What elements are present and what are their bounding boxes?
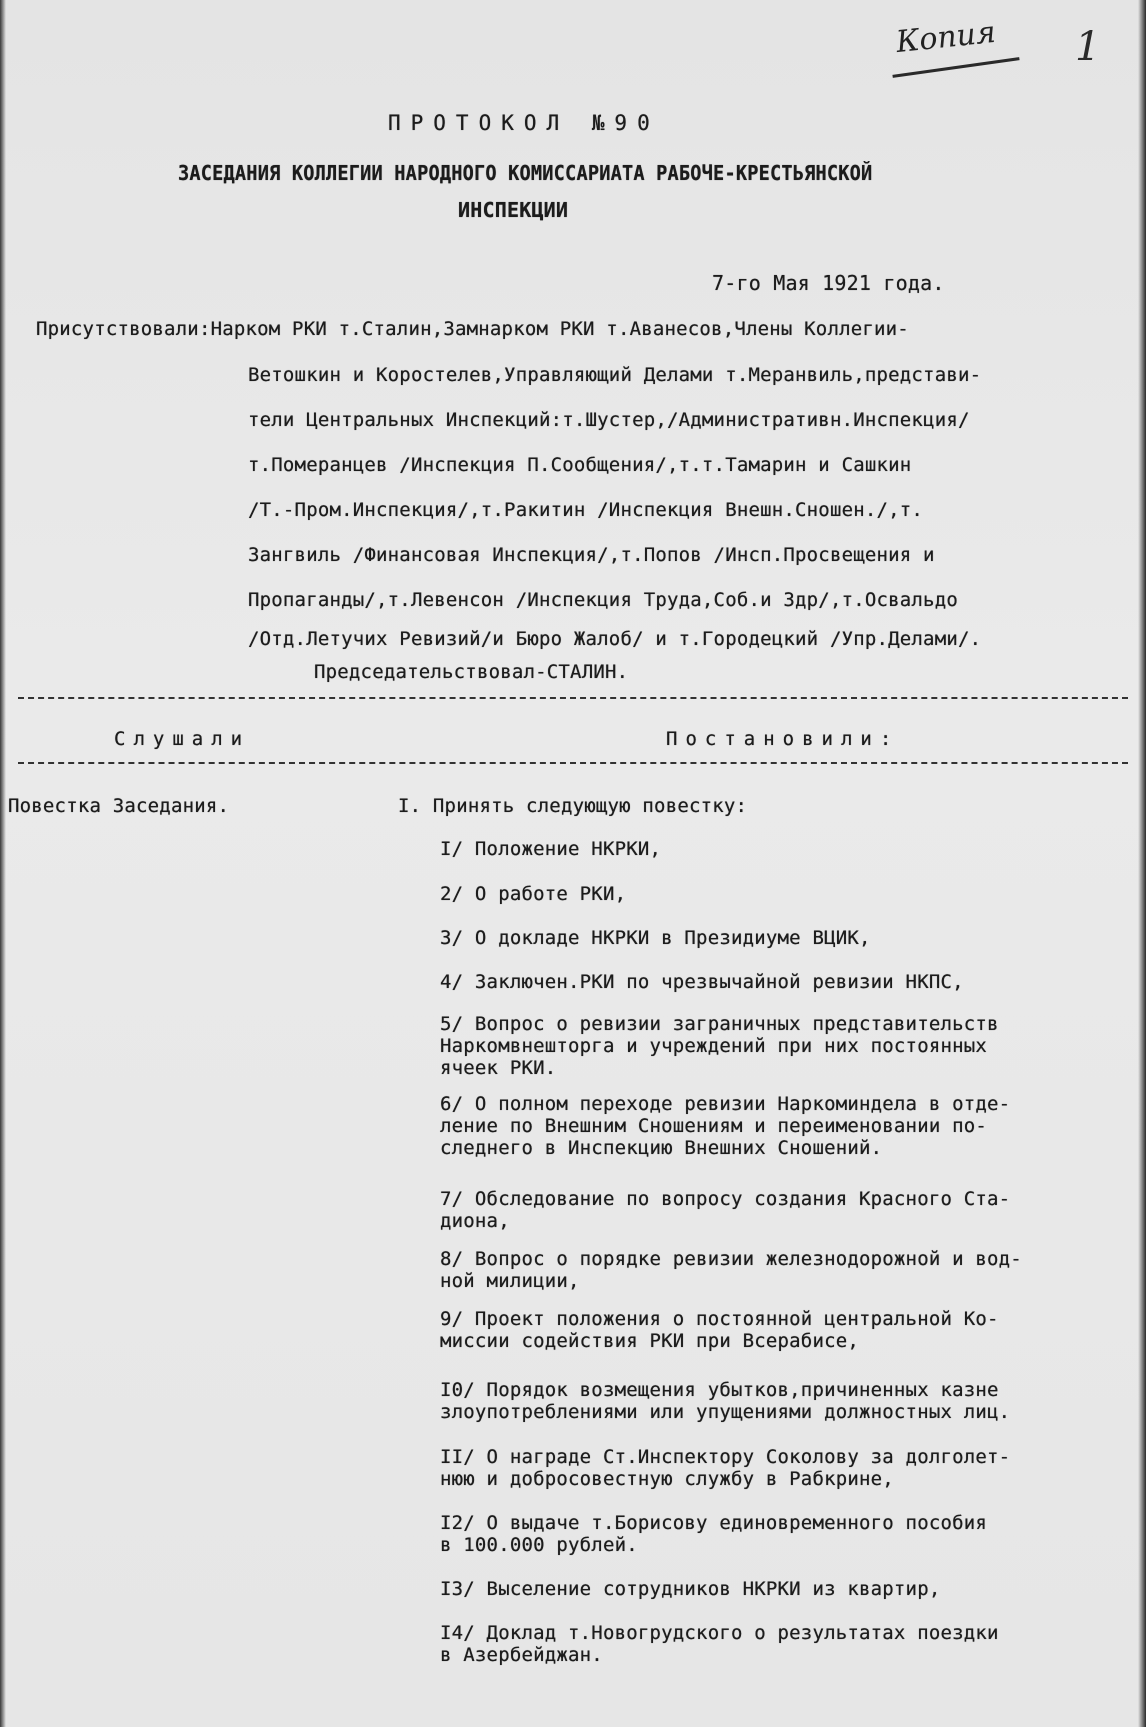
agenda-item-line: II/ О награде Ст.Инспектору Соколову за долголет- xyxy=(440,1446,1011,1468)
agenda-item-line: 8/ Вопрос о порядке ревизии железнодорожной и вод- xyxy=(440,1248,1022,1270)
agenda-label: Повестка Заседания. xyxy=(8,795,230,817)
agenda-item xyxy=(440,1578,940,1600)
agenda-item xyxy=(440,971,964,993)
agenda-intro: I. Принять следующую повестку: xyxy=(398,795,748,817)
agenda-item xyxy=(440,1512,987,1556)
column-header-listened: Слушали xyxy=(114,728,251,750)
agenda-item-line: 9/ Проект положения о постоянной центральной Ко- xyxy=(440,1308,999,1330)
agenda-item xyxy=(440,1622,999,1666)
agenda-item-line: I0/ Порядок возмещения убытков,причиненных казне xyxy=(440,1379,999,1401)
agenda-item-line: диона, xyxy=(440,1210,510,1232)
archive-copy-mark: Копия xyxy=(894,14,998,61)
agenda-item-line: I4/ Доклад т.Новогрудского о результатах поездки xyxy=(440,1622,999,1644)
agenda-item xyxy=(440,1013,999,1079)
agenda-item xyxy=(440,1188,1010,1232)
agenda-item-line: 4/ Заключен.РКИ по чрезвычайной ревизии НКПС, xyxy=(440,971,964,993)
attendees-line: Пропаганды/,т.Левенсон /Инспекция Труда,Соб.и Здр/,т.Освальдо xyxy=(248,589,958,611)
attendees-line: /Отд.Летучих Ревизий/и Бюро Жалоб/ и т.Городецкий /Упр.Делами/. xyxy=(248,628,982,650)
agenda-item-line: I/ Положение НКРКИ, xyxy=(440,838,662,860)
agenda-item xyxy=(440,838,661,860)
agenda-item-line: в 100.000 рублей. xyxy=(440,1534,638,1556)
attendees-line: /Т.-Пром.Инспекция/,т.Ракитин /Инспекция Внешн.Сношен./,т. xyxy=(248,499,924,521)
agenda-item xyxy=(440,1093,1010,1159)
attendees-line: тели Центральных Инспекций:т.Шустер,/Административн.Инспекция/ xyxy=(248,409,970,431)
attendees-line: т.Померанцев /Инспекция П.Сообщения/,т.т.Тамарин и Сашкин xyxy=(248,454,912,476)
agenda-item xyxy=(440,1248,1022,1292)
agenda-item-line: I3/ Выселение сотрудников НКРКИ из квартир, xyxy=(440,1578,941,1600)
protocol-subtitle-line1: ЗАСЕДАНИЯ КОЛЛЕГИИ НАРОДНОГО КОМИССАРИАТА РАБОЧЕ-КРЕСТЬЯНСКОЙ xyxy=(178,161,873,185)
agenda-item-line: следнего в Инспекцию Внешних Сношений. xyxy=(440,1137,883,1159)
agenda-item-line: нюю и добросовестную службу в Рабкрине, xyxy=(440,1468,894,1490)
agenda-item-line: 7/ Обследование по вопросу создания Красного Ста- xyxy=(440,1188,1011,1210)
scan-right-edge xyxy=(1138,0,1146,1727)
agenda-item xyxy=(440,883,626,905)
agenda-item-line: Наркомвнешторга и учреждений при них постоянных xyxy=(440,1035,988,1057)
attendees-line: Зангвиль /Финансовая Инспекция/,т.Попов /Инсп.Просвещения и xyxy=(248,544,935,566)
attendees-line: Ветошкин и Коростелев,Управляющий Делами т.Меранвиль,представи- xyxy=(248,364,982,386)
agenda-item-line: в Азербейджан. xyxy=(440,1644,603,1666)
dashed-divider-top xyxy=(18,697,1128,699)
agenda-item xyxy=(440,927,871,949)
agenda-item-line: миссии содействия РКИ при Всерабисе, xyxy=(440,1330,860,1352)
agenda-item xyxy=(440,1446,1010,1490)
meeting-date: 7-го Мая 1921 года. xyxy=(712,271,945,295)
dashed-divider-bottom xyxy=(18,762,1128,764)
chairman-line: Председательствовал-СТАЛИН. xyxy=(314,661,629,683)
scan-left-edge xyxy=(0,0,6,1727)
agenda-item-line: ление по Внешним Сношениям и переименовании по- xyxy=(440,1115,988,1137)
column-header-resolved: Постановили: xyxy=(666,728,900,750)
agenda-item-line: 2/ О работе РКИ, xyxy=(440,883,627,905)
agenda-item-line: ячеек РКИ. xyxy=(440,1057,557,1079)
agenda-item-line: 5/ Вопрос о ревизии заграничных представительств xyxy=(440,1013,999,1035)
agenda-item-line: злоупотреблениями или упущениями должностных лиц. xyxy=(440,1401,1011,1423)
agenda-item xyxy=(440,1379,1010,1423)
page-number: 1 xyxy=(1075,24,1101,70)
protocol-subtitle-line2: ИНСПЕКЦИИ xyxy=(458,198,569,222)
agenda-item-line: ной милиции, xyxy=(440,1270,580,1292)
archive-mark-underline xyxy=(892,57,1019,78)
agenda-item-line: 6/ О полном переходе ревизии Наркоминдела в отде- xyxy=(440,1093,1011,1115)
agenda-item-line: I2/ О выдаче т.Борисову единовременного пособия xyxy=(440,1512,988,1534)
agenda-item xyxy=(440,1308,999,1352)
agenda-item-line: 3/ О докладе НКРКИ в Президиуме ВЦИК, xyxy=(440,927,871,949)
protocol-title: ПРОТОКОЛ №90 xyxy=(388,111,660,135)
attendees-line: Присутствовали:Нарком РКИ т.Сталин,Замнарком РКИ т.Аванесов,Члены Коллегии- xyxy=(36,318,909,340)
